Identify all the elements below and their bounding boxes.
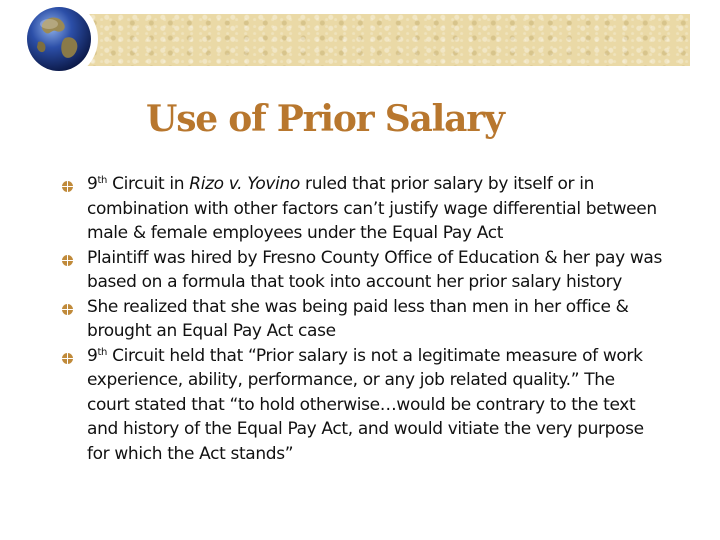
ordinal-number: 9 — [87, 345, 98, 366]
bullet-item-rizo-ruling — [62, 172, 662, 246]
bullet-item-equal-pay-case — [62, 295, 662, 344]
bullet-text: Circuit held that “Prior salary is not a legitimate measure of work experience, ability, performance, or any job related quality.” The court stated that “to hold otherwise…would be contrary to the text and history of the Equal Pay Act, and would vitiate the very purpose for which the Act stands” — [87, 345, 644, 464]
bullet-text: She realized that she was being paid less than men in her office & brought an Equal Pay Act case — [87, 296, 629, 341]
bullet-icon — [62, 353, 73, 364]
bullet-item-plaintiff — [62, 246, 662, 295]
globe-icon — [26, 6, 92, 72]
bullet-item-court-holding — [62, 344, 662, 467]
bullet-text: Circuit in — [107, 174, 190, 194]
ordinal-number: 9 — [87, 174, 98, 194]
bullet-icon — [62, 304, 73, 315]
bullet-icon — [62, 181, 73, 192]
case-name: Rizo v. Yovino — [189, 174, 300, 194]
bullet-icon — [62, 255, 73, 266]
bullet-list — [62, 172, 662, 466]
slide-title: Use of Prior Salary — [146, 98, 504, 140]
ordinal-suffix: th — [97, 175, 108, 186]
ordinal-suffix: th — [97, 346, 108, 358]
bullet-text: Plaintiff was hired by Fresno County Office of Education & her pay was based on a formula that took into account her prior salary history — [87, 247, 663, 292]
bullet-text: ruled that prior salary by itself or in combination with other factors can’t justify wage differential between male & female employees under the Equal Pay Act — [87, 174, 657, 243]
header-band — [62, 14, 690, 66]
